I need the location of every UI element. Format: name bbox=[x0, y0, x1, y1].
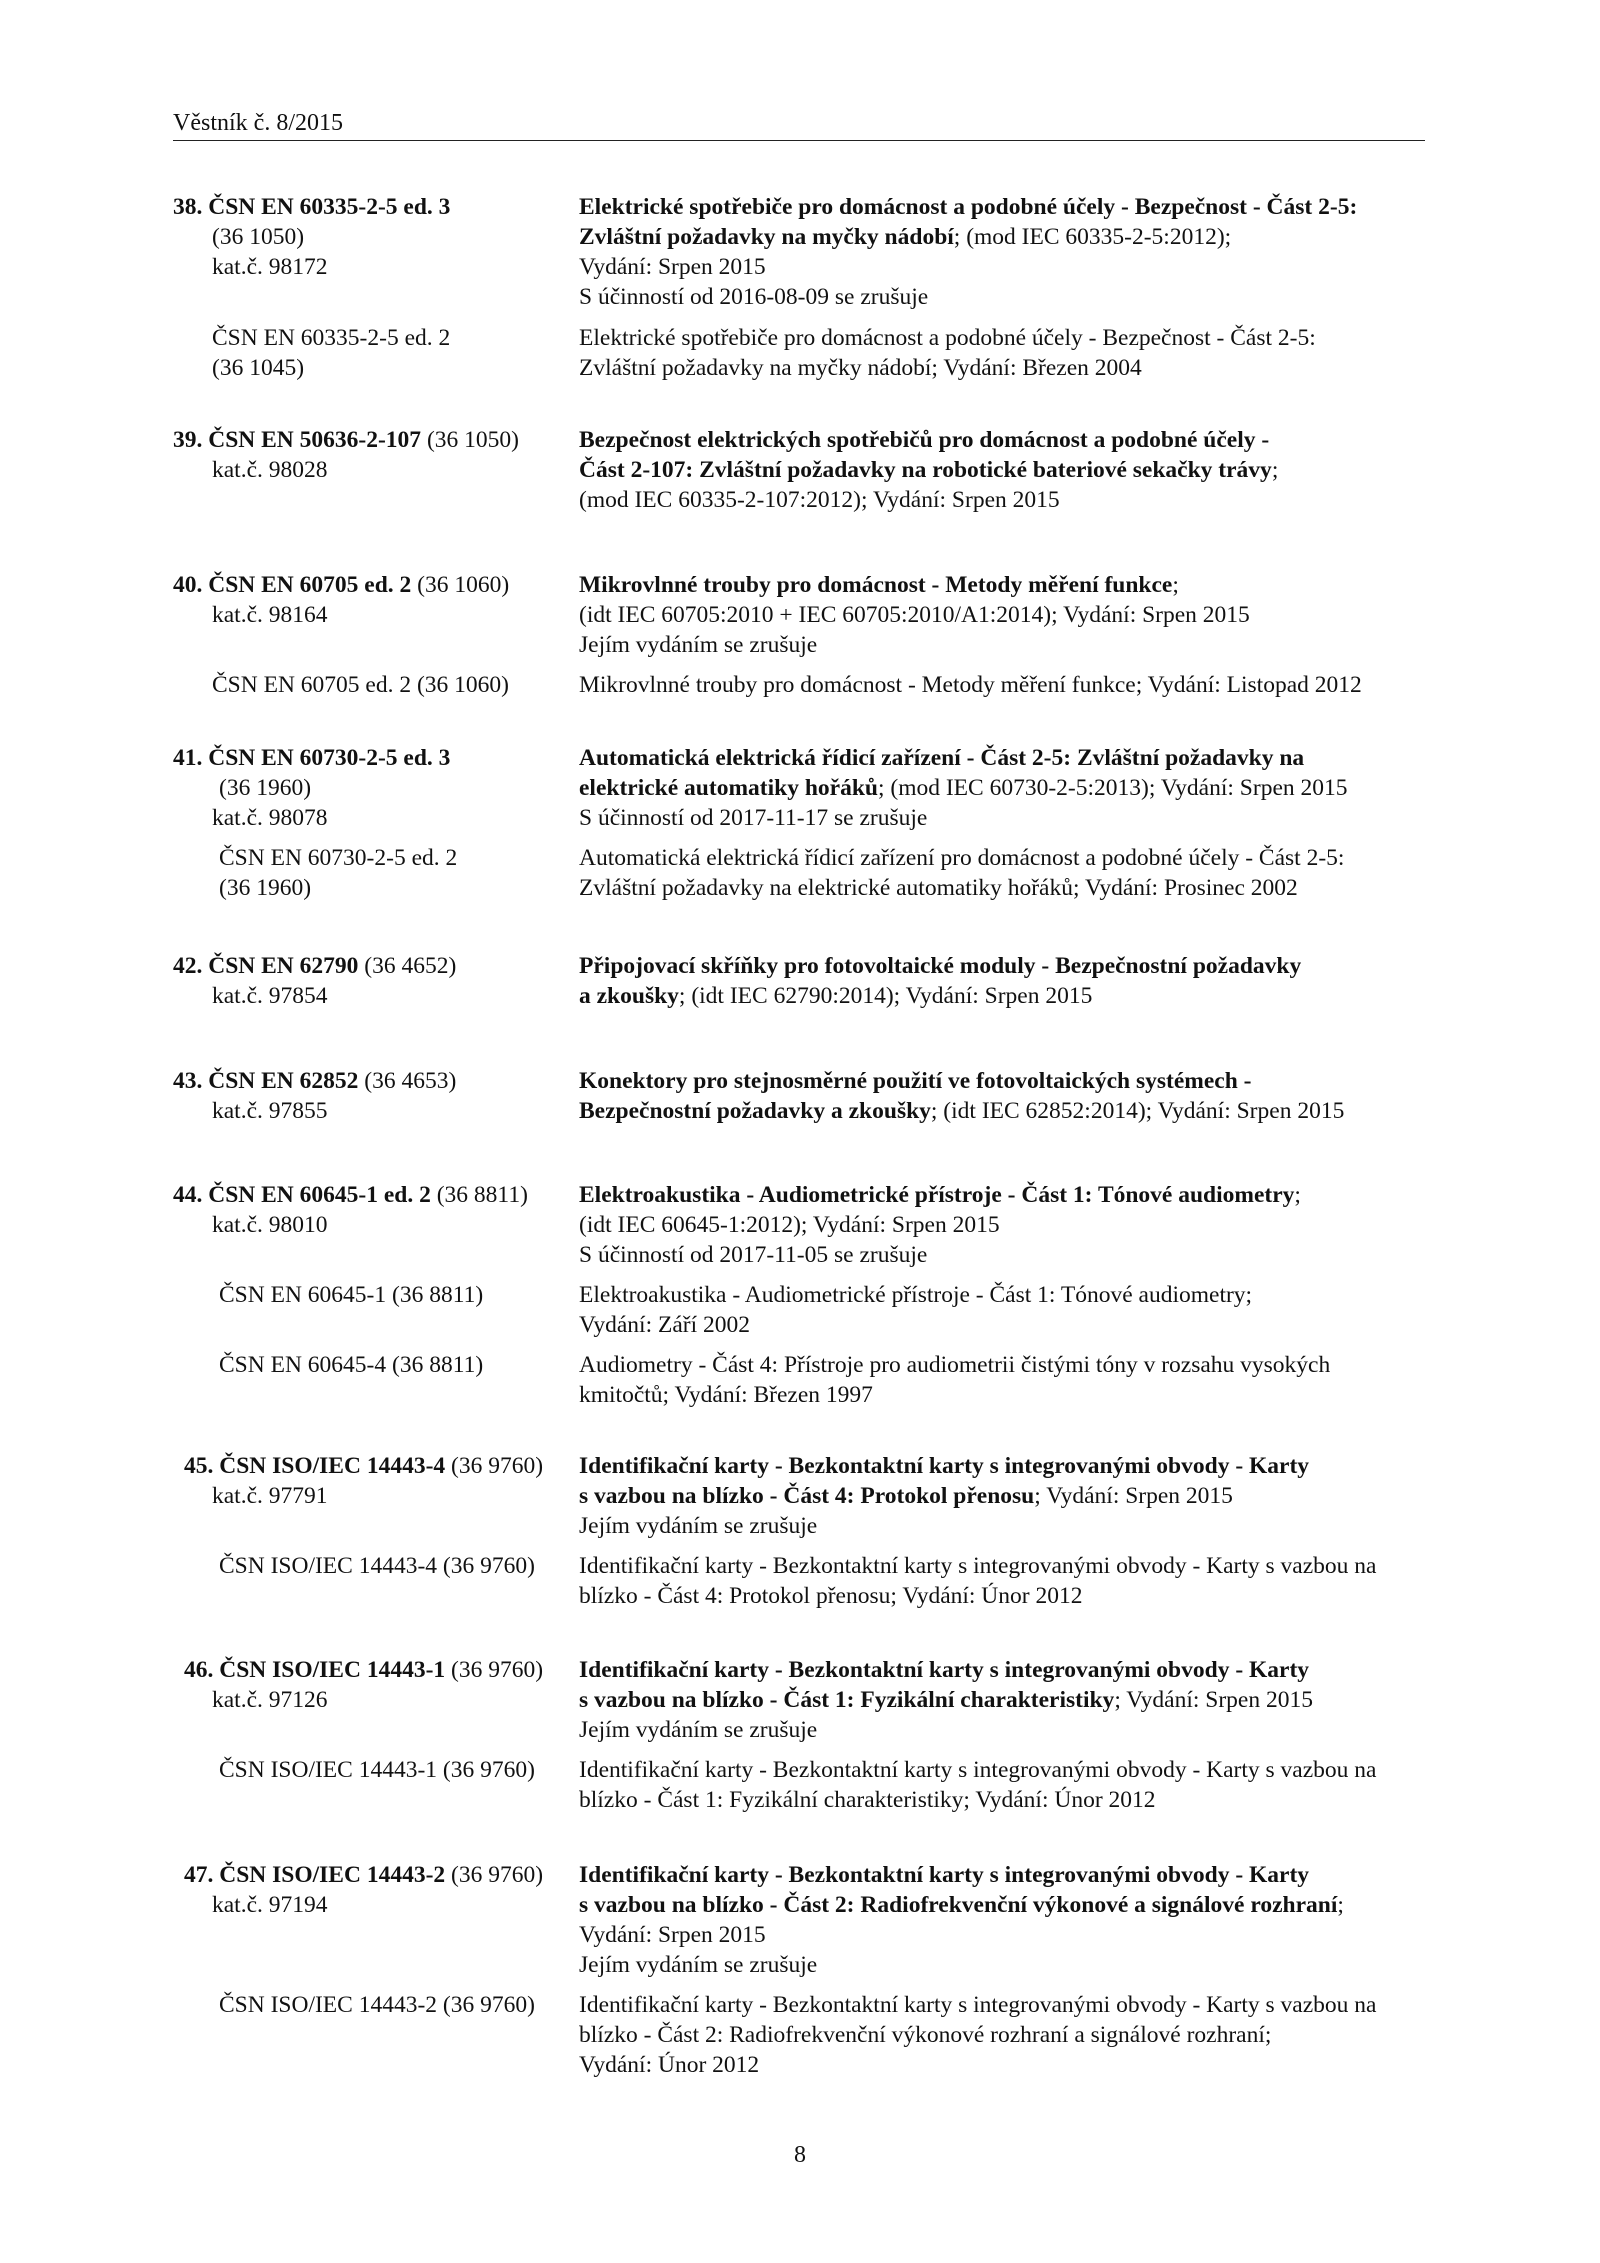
entry-number: 43. bbox=[173, 1068, 203, 1094]
entry-number: 41. bbox=[173, 745, 203, 771]
entry-detail: ; bbox=[1294, 1182, 1301, 1208]
issue-date: Vydání: Srpen 2015 bbox=[579, 1922, 766, 1948]
entry-detail: ; bbox=[1271, 457, 1279, 483]
replaced-title: Elektroakustika - Audiometrické přístroje - Část 1: Tónové audiometry; bbox=[579, 1282, 1253, 1308]
issue-date: Vydání: Srpen 2015 bbox=[579, 254, 766, 280]
header-title: Věstník č. 8/2015 bbox=[173, 110, 343, 136]
class-code: (36 9760) bbox=[451, 1657, 544, 1683]
entry-title-cont: Bezpečnostní požadavky a zkoušky bbox=[579, 1098, 931, 1124]
entry-title-cont: s vazbou na blízko - Část 4: Protokol přenosu bbox=[579, 1483, 1035, 1509]
entry-title: Identifikační karty - Bezkontaktní karty s integrovanými obvody - Karty bbox=[579, 1657, 1310, 1683]
catalog-number: kat.č. 97126 bbox=[212, 1687, 328, 1713]
replaced-title: Audiometry - Část 4: Přístroje pro audiometrii čistými tóny v rozsahu vysokých bbox=[579, 1352, 1331, 1378]
replaced-standard-code: ČSN EN 60335-2-5 ed. 2 bbox=[212, 325, 451, 351]
catalog-number: kat.č. 97194 bbox=[212, 1892, 328, 1918]
standard-code: ČSN ISO/IEC 14443-2 bbox=[219, 1862, 446, 1888]
entry-number: 47. bbox=[184, 1862, 214, 1888]
issue-date: (mod IEC 60335-2-107:2012); Vydání: Srpen 2015 bbox=[579, 487, 1060, 513]
entry-title-cont: Část 2-107: Zvláštní požadavky na robotické bateriové sekačky trávy bbox=[579, 457, 1272, 483]
entry-detail: ; (idt IEC 62790:2014); Vydání: Srpen 2015 bbox=[678, 983, 1093, 1009]
page-header bbox=[173, 108, 1425, 141]
class-code: (36 8811) bbox=[436, 1182, 528, 1208]
class-code: (36 1060) bbox=[417, 572, 510, 598]
catalog-number: kat.č. 98010 bbox=[212, 1212, 328, 1238]
validity-note: Jejím vydáním se zrušuje bbox=[579, 1513, 818, 1539]
replaced-standard-code: ČSN ISO/IEC 14443-4 (36 9760) bbox=[219, 1553, 535, 1579]
replaced-issue-date: Vydání: Únor 2012 bbox=[579, 2052, 760, 2078]
entry-title-cont: a zkoušky bbox=[579, 983, 679, 1009]
catalog-number: kat.č. 97854 bbox=[212, 983, 328, 1009]
entry-title: Elektrické spotřebiče pro domácnost a podobné účely - Bezpečnost - Část 2-5: bbox=[579, 194, 1358, 220]
entry-detail: ; Vydání: Srpen 2015 bbox=[1034, 1483, 1233, 1509]
entry-title: Identifikační karty - Bezkontaktní karty s integrovanými obvody - Karty bbox=[579, 1453, 1310, 1479]
issue-date: (idt IEC 60645-1:2012); Vydání: Srpen 2015 bbox=[579, 1212, 1000, 1238]
page-number: 8 bbox=[794, 2142, 806, 2168]
class-code: (36 9760) bbox=[451, 1862, 544, 1888]
class-code: (36 1960) bbox=[219, 775, 312, 801]
standard-code: ČSN ISO/IEC 14443-1 bbox=[219, 1657, 446, 1683]
entry-title: Mikrovlnné trouby pro domácnost - Metody měření funkce bbox=[579, 572, 1173, 598]
entry-number: 42. bbox=[173, 953, 203, 979]
catalog-number: kat.č. 98078 bbox=[212, 805, 328, 831]
catalog-number: kat.č. 98028 bbox=[212, 457, 328, 483]
entry-title-cont: elektrické automatiky hořáků bbox=[579, 775, 878, 801]
entry-detail: ; bbox=[1172, 572, 1179, 598]
replaced-standard-code: ČSN EN 60705 ed. 2 (36 1060) bbox=[212, 672, 509, 698]
replaced-title: Elektrické spotřebiče pro domácnost a podobné účely - Bezpečnost - Část 2-5: bbox=[579, 325, 1316, 351]
replaced-standard-code: ČSN ISO/IEC 14443-2 (36 9760) bbox=[219, 1992, 535, 2018]
entry-detail: ; Vydání: Srpen 2015 bbox=[1114, 1687, 1313, 1713]
entry-number: 46. bbox=[184, 1657, 214, 1683]
entry-detail: ; (mod IEC 60730-2-5:2013); Vydání: Srpen 2015 bbox=[877, 775, 1348, 801]
validity-note: Jejím vydáním se zrušuje bbox=[579, 632, 818, 658]
entry-title: Identifikační karty - Bezkontaktní karty s integrovanými obvody - Karty bbox=[579, 1862, 1310, 1888]
replaced-class-code: (36 1960) bbox=[219, 875, 312, 901]
standard-code: ČSN EN 60335-2-5 ed. 3 bbox=[208, 194, 451, 220]
entry-title-cont: Zvláštní požadavky na myčky nádobí bbox=[579, 224, 954, 250]
standard-code: ČSN ISO/IEC 14443-4 bbox=[219, 1453, 446, 1479]
validity-note: Jejím vydáním se zrušuje bbox=[579, 1717, 818, 1743]
class-code: (36 1050) bbox=[426, 427, 519, 453]
standard-code: ČSN EN 60645-1 ed. 2 bbox=[208, 1182, 431, 1208]
validity-note: Jejím vydáním se zrušuje bbox=[579, 1952, 818, 1978]
catalog-number: kat.č. 98172 bbox=[212, 254, 328, 280]
replaced-standard-code: ČSN ISO/IEC 14443-1 (36 9760) bbox=[219, 1757, 535, 1783]
entry-title: Automatická elektrická řídicí zařízení - Část 2-5: Zvláštní požadavky na bbox=[579, 745, 1305, 771]
standard-code: ČSN EN 50636-2-107 bbox=[208, 427, 422, 453]
replaced-standard-code: ČSN EN 60645-1 (36 8811) bbox=[219, 1282, 484, 1308]
entry-number: 38. bbox=[173, 194, 203, 220]
replaced-class-code: (36 1045) bbox=[212, 355, 305, 381]
entry-number: 40. bbox=[173, 572, 203, 598]
replaced-detail: kmitočtů; Vydání: Březen 1997 bbox=[579, 1382, 873, 1408]
class-code: (36 1050) bbox=[212, 224, 305, 250]
catalog-number: kat.č. 98164 bbox=[212, 602, 328, 628]
replaced-title: Identifikační karty - Bezkontaktní karty s integrovanými obvody - Karty s vazbou na bbox=[579, 1992, 1377, 2018]
standard-code: ČSN EN 62852 bbox=[208, 1068, 359, 1094]
replaced-detail: Zvláštní požadavky na elektrické automatiky hořáků; Vydání: Prosinec 2002 bbox=[579, 875, 1298, 901]
entry-detail: ; bbox=[1337, 1892, 1344, 1918]
validity-note: S účinností od 2016-08-09 se zrušuje bbox=[579, 284, 929, 310]
entry-detail: ; (idt IEC 62852:2014); Vydání: Srpen 2015 bbox=[930, 1098, 1345, 1124]
replaced-detail: Zvláštní požadavky na myčky nádobí; Vydání: Březen 2004 bbox=[579, 355, 1142, 381]
catalog-number: kat.č. 97791 bbox=[212, 1483, 328, 1509]
standard-code: ČSN EN 60705 ed. 2 bbox=[208, 572, 412, 598]
entry-title: Připojovací skříňky pro fotovoltaické moduly - Bezpečnostní požadavky bbox=[579, 953, 1302, 979]
replaced-title: Automatická elektrická řídicí zařízení pro domácnost a podobné účely - Část 2-5: bbox=[579, 845, 1345, 871]
class-code: (36 4652) bbox=[364, 953, 457, 979]
standard-code: ČSN EN 62790 bbox=[208, 953, 359, 979]
entry-title: Elektroakustika - Audiometrické přístroje - Část 1: Tónové audiometry bbox=[579, 1182, 1295, 1208]
replaced-title: Mikrovlnné trouby pro domácnost - Metody měření funkce; Vydání: Listopad 2012 bbox=[579, 672, 1362, 698]
class-code: (36 9760) bbox=[451, 1453, 544, 1479]
replaced-title: Identifikační karty - Bezkontaktní karty s integrovanými obvody - Karty s vazbou na bbox=[579, 1757, 1377, 1783]
entry-title: Bezpečnost elektrických spotřebičů pro domácnost a podobné účely - bbox=[579, 427, 1270, 453]
class-code: (36 4653) bbox=[364, 1068, 457, 1094]
entry-title: Konektory pro stejnosměrné použití ve fotovoltaických systémech - bbox=[579, 1068, 1252, 1094]
replaced-title: Identifikační karty - Bezkontaktní karty s integrovanými obvody - Karty s vazbou na bbox=[579, 1553, 1377, 1579]
entry-title-cont: s vazbou na blízko - Část 1: Fyzikální charakteristiky bbox=[579, 1687, 1115, 1713]
replaced-standard-code: ČSN EN 60730-2-5 ed. 2 bbox=[219, 845, 458, 871]
replaced-detail: blízko - Část 2: Radiofrekvenční výkonové rozhraní a signálové rozhraní; bbox=[579, 2022, 1272, 2048]
replaced-detail: blízko - Část 1: Fyzikální charakteristiky; Vydání: Únor 2012 bbox=[579, 1787, 1156, 1813]
validity-note: S účinností od 2017-11-17 se zrušuje bbox=[579, 805, 928, 831]
catalog-number: kat.č. 97855 bbox=[212, 1098, 328, 1124]
replaced-detail: Vydání: Září 2002 bbox=[579, 1312, 750, 1338]
replaced-standard-code: ČSN EN 60645-4 (36 8811) bbox=[219, 1352, 484, 1378]
entry-title-cont: s vazbou na blízko - Část 2: Radiofrekvenční výkonové a signálové rozhraní bbox=[579, 1892, 1338, 1918]
entry-detail: ; (mod IEC 60335-2-5:2012); bbox=[953, 224, 1232, 250]
validity-note: S účinností od 2017-11-05 se zrušuje bbox=[579, 1242, 928, 1268]
issue-date: (idt IEC 60705:2010 + IEC 60705:2010/A1:2014); Vydání: Srpen 2015 bbox=[579, 602, 1250, 628]
entry-number: 44. bbox=[173, 1182, 203, 1208]
entry-number: 39. bbox=[173, 427, 203, 453]
replaced-detail: blízko - Část 4: Protokol přenosu; Vydání: Únor 2012 bbox=[579, 1583, 1083, 1609]
entry-number: 45. bbox=[184, 1453, 214, 1479]
standard-code: ČSN EN 60730-2-5 ed. 3 bbox=[208, 745, 451, 771]
